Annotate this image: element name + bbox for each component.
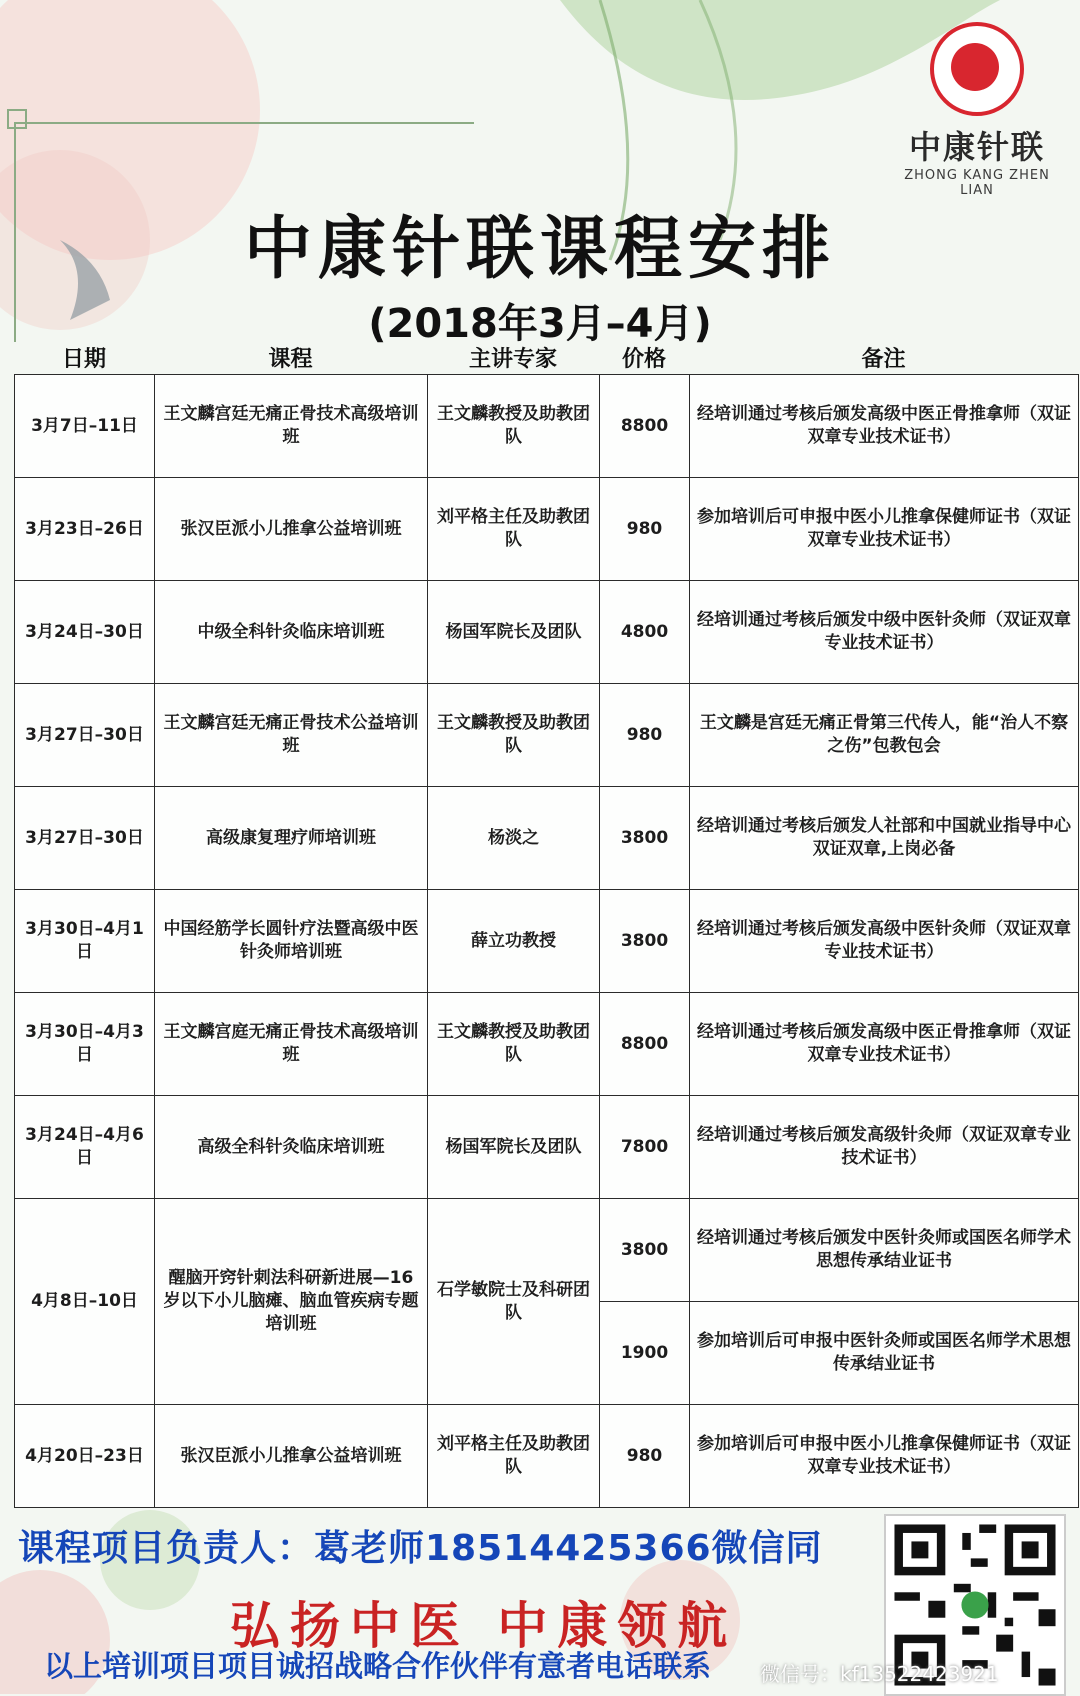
cell-expert: 王文麟教授及助教团队 — [428, 375, 600, 478]
cell-price: 3800 — [600, 890, 690, 993]
cell-note: 经培训通过考核后颁发人社部和中国就业指导中心双证双章,上岗必备 — [690, 787, 1079, 890]
table-row — [15, 581, 1079, 684]
cell-price: 980 — [600, 684, 690, 787]
cell-date: 4月20日–23日 — [15, 1405, 155, 1508]
cell-note: 经培训通过考核后颁发高级中医针灸师（双证双章专业技术证书） — [690, 890, 1079, 993]
cell-date: 3月24日–30日 — [15, 581, 155, 684]
logo-pinyin: ZHONG KANG ZHEN LIAN — [904, 168, 1050, 198]
cell-note: 参加培训后可申报中医小儿推拿保健师证书（双证双章专业技术证书） — [690, 1405, 1079, 1508]
column-header-expert: 主讲专家 — [468, 347, 557, 372]
column-header-price: 价格 — [621, 347, 666, 372]
table-row — [15, 890, 1079, 993]
cell-date: 4月8日–10日 — [15, 1199, 155, 1405]
cell-course: 王文麟宫廷无痛正骨技术公益培训班 — [155, 684, 428, 787]
course-schedule-table — [14, 374, 1079, 1508]
cell-note: 经培训通过考核后颁发高级中医正骨推拿师（双证双章专业技术证书） — [690, 375, 1079, 478]
cell-note: 经培训通过考核后颁发高级中医正骨推拿师（双证双章专业技术证书） — [690, 993, 1079, 1096]
cell-note: 参加培训后可申报中医小儿推拿保健师证书（双证双章专业技术证书） — [690, 478, 1079, 581]
cell-date: 3月30日–4月1日 — [15, 890, 155, 993]
cell-course: 醒脑开窍针刺法科研新进展—16岁以下小儿脑瘫、脑血管疾病专题培训班 — [155, 1199, 428, 1405]
cell-course: 张汉臣派小儿推拿公益培训班 — [155, 1405, 428, 1508]
cell-course: 中国经筋学长圆针疗法暨高级中医针灸师培训班 — [155, 890, 428, 993]
cell-expert: 杨国军院长及团队 — [428, 581, 600, 684]
column-header-note: 备注 — [861, 347, 906, 372]
cell-note: 经培训通过考核后颁发中医针灸师或国医名师学术思想传承结业证书 — [690, 1199, 1079, 1302]
column-header-course: 课程 — [268, 347, 313, 372]
cell-date: 3月23日–26日 — [15, 478, 155, 581]
slogan: 弘扬中医 中康领航 — [230, 1596, 738, 1655]
cell-price: 4800 — [600, 581, 690, 684]
cell-expert: 杨国军院长及团队 — [428, 1096, 600, 1199]
cell-price: 980 — [600, 1405, 690, 1508]
cell-note: 王文麟是宫廷无痛正骨第三代传人，能“治人不察之伤”包教包会 — [690, 684, 1079, 787]
cell-course: 高级康复理疗师培训班 — [155, 787, 428, 890]
cell-expert: 薛立功教授 — [428, 890, 600, 993]
cell-expert: 刘平格主任及助教团队 — [428, 1405, 600, 1508]
logo-emblem-icon — [930, 22, 1024, 116]
cell-expert: 王文麟教授及助教团队 — [428, 993, 600, 1096]
cell-note: 经培训通过考核后颁发高级针灸师（双证双章专业技术证书） — [690, 1096, 1079, 1199]
cell-expert: 王文麟教授及助教团队 — [428, 684, 600, 787]
page-title: 中康针联课程安排 — [243, 210, 836, 289]
cell-date: 3月30日–4月3日 — [15, 993, 155, 1096]
cell-price: 1900 — [600, 1302, 690, 1405]
contact-line: 课程项目负责人：葛老师18514425366微信同 — [18, 1528, 823, 1569]
cell-expert: 杨淡之 — [428, 787, 600, 890]
cell-date: 3月27日–30日 — [15, 787, 155, 890]
table-row — [15, 1096, 1079, 1199]
cell-date: 3月24日–4月6日 — [15, 1096, 155, 1199]
cell-price: 7800 — [600, 1096, 690, 1199]
table-row — [15, 1199, 1079, 1302]
logo-name: 中康针联 — [908, 128, 1045, 166]
partner-line: 以上培训项目项目诚招战略合作伙伴有意者电话联系 — [44, 1649, 712, 1683]
cell-price: 8800 — [600, 375, 690, 478]
cell-course: 高级全科针灸临床培训班 — [155, 1096, 428, 1199]
cell-course: 王文麟宫廷无痛正骨技术高级培训班 — [155, 375, 428, 478]
cell-expert: 刘平格主任及助教团队 — [428, 478, 600, 581]
cell-date: 3月27日–30日 — [15, 684, 155, 787]
cell-price: 3800 — [600, 787, 690, 890]
cell-expert: 石学敏院士及科研团队 — [428, 1199, 600, 1405]
page-subtitle: (2018年3月–4月) — [368, 301, 712, 347]
column-header-date: 日期 — [61, 347, 106, 372]
cell-course: 张汉臣派小儿推拿公益培训班 — [155, 478, 428, 581]
cell-price: 3800 — [600, 1199, 690, 1302]
table-row — [15, 1405, 1079, 1508]
table-row — [15, 787, 1079, 890]
table-row — [15, 478, 1079, 581]
logo — [892, 22, 1062, 198]
cell-date: 3月7日–11日 — [15, 375, 155, 478]
table-row — [15, 684, 1079, 787]
cell-course: 中级全科针灸临床培训班 — [155, 581, 428, 684]
frame-line-top — [14, 122, 474, 124]
cell-note: 参加培训后可申报中医针灸师或国医名师学术思想传承结业证书 — [690, 1302, 1079, 1405]
table-row — [15, 375, 1079, 478]
cell-note: 经培训通过考核后颁发中级中医针灸师（双证双章专业技术证书） — [690, 581, 1079, 684]
cell-price: 8800 — [600, 993, 690, 1096]
cell-course: 王文麟宫庭无痛正骨技术高级培训班 — [155, 993, 428, 1096]
cell-price: 980 — [600, 478, 690, 581]
wechat-watermark: 微信号：kf13522423921 — [760, 1662, 999, 1686]
table-row — [15, 993, 1079, 1096]
